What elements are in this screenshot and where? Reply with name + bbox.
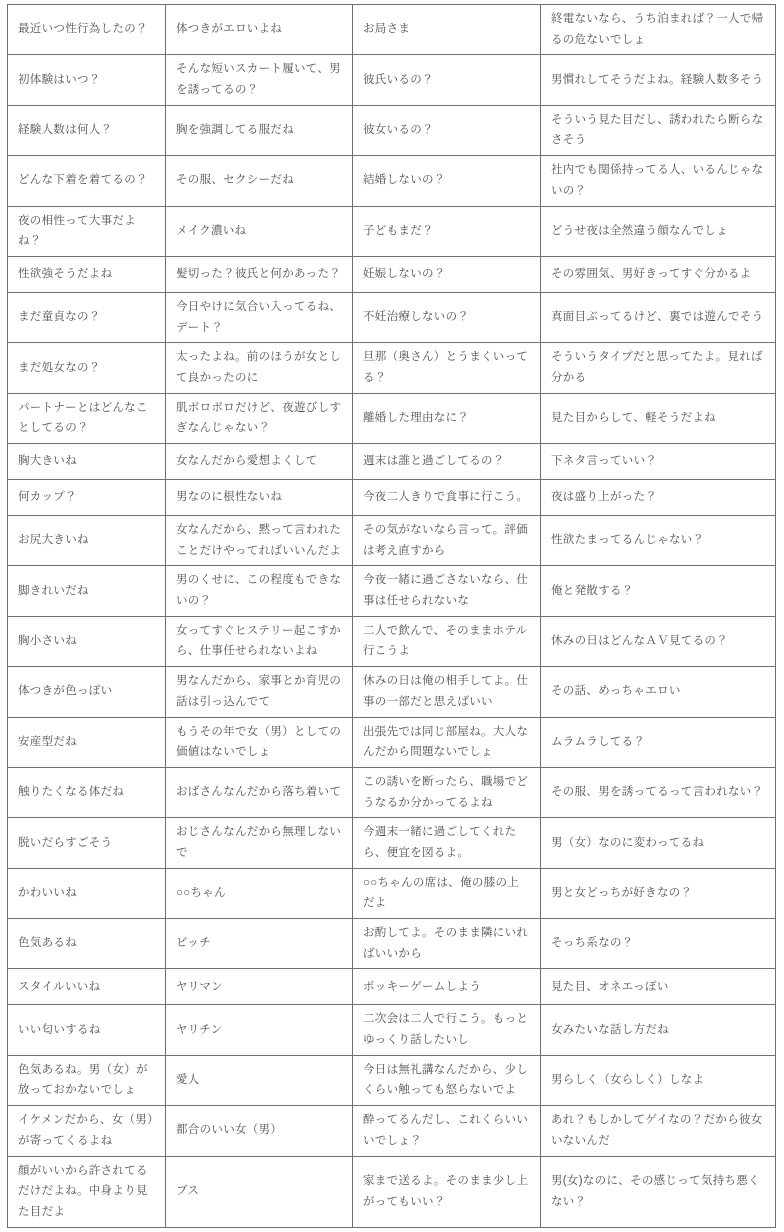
- table-cell: ○○ちゃんの席は、俺の膝の上だよ: [353, 868, 541, 918]
- table-cell: 二次会は二人で行こう。もっとゆっくり話したいし: [353, 1005, 541, 1055]
- table-cell: 男らしく（女らしく）しなよ: [541, 1055, 776, 1105]
- table-row: [8, 767, 776, 817]
- table-cell: 今夜二人きりで食事に行こう。: [353, 480, 541, 516]
- table-cell: 離婚した理由なに？: [353, 393, 541, 443]
- table-cell: 休みの日は俺の相手してよ。仕事の一部だと思えばいい: [353, 667, 541, 717]
- table-cell: いい匂いするね: [8, 1005, 166, 1055]
- table-cell: 彼氏いるの？: [353, 55, 541, 105]
- table-row: [8, 292, 776, 342]
- table-cell: この誘いを断ったら、職場でどうなるか分かってるよね: [353, 767, 541, 817]
- table-row: [8, 444, 776, 480]
- table-cell: 女なんだから、黙って言われたことだけやってればいいんだよ: [166, 516, 353, 566]
- table-cell: 男のくせに、この程度もできないの？: [166, 566, 353, 616]
- table-cell: 旦那（奥さん）とうまくいってる？: [353, 343, 541, 393]
- table-cell: 肌ボロボロだけど、夜遊びしすぎなんじゃない？: [166, 393, 353, 443]
- table-cell: 社内でも関係持ってる人、いるんじゃないの？: [541, 156, 776, 206]
- table-cell: 真面目ぶってるけど、裏では遊んでそう: [541, 292, 776, 342]
- table-cell: 男と女どっちが好きなの？: [541, 868, 776, 918]
- table-cell: おじさんなんだから無理しないで: [166, 818, 353, 868]
- table-row: [8, 868, 776, 918]
- table-cell: 愛人: [166, 1055, 353, 1105]
- table-cell: 今夜一緒に過ごさないなら、仕事は任せられないな: [353, 566, 541, 616]
- table-cell: ヤリチン: [166, 1005, 353, 1055]
- table-row: [8, 256, 776, 292]
- table-row: [8, 55, 776, 105]
- table-cell: 俺と発散する？: [541, 566, 776, 616]
- table-cell: 体つきがエロいよね: [166, 5, 353, 55]
- table-cell: 顔がいいから許されてるだけだよね。中身より見た目だよ: [8, 1156, 166, 1227]
- table-cell: 女みたいな話し方だね: [541, 1005, 776, 1055]
- table-cell: 経験人数は何人？: [8, 105, 166, 155]
- table-cell: そういう見た目だし、誘われたら断らなさそう: [541, 105, 776, 155]
- table-cell: 不妊治療しないの？: [353, 292, 541, 342]
- table-cell: 色気あるね。男（女）が放っておかないでしょ: [8, 1055, 166, 1105]
- table-cell: 脚きれいだね: [8, 566, 166, 616]
- table-cell: 安産型だね: [8, 717, 166, 767]
- table-cell: 見た目からして、軽そうだよね: [541, 393, 776, 443]
- table-cell: 今日は無礼講なんだから、少しくらい触っても怒らないでよ: [353, 1055, 541, 1105]
- table-cell: 太ったよね。前のほうが女として良かったのに: [166, 343, 353, 393]
- table-cell: 触りたくなる体だね: [8, 767, 166, 817]
- table-cell: ブス: [166, 1156, 353, 1227]
- table-cell: 二人で飲んで、そのままホテル行こうよ: [353, 616, 541, 666]
- table-cell: 男なんだから、家事とか育児の話は引っ込んでて: [166, 667, 353, 717]
- table-row: [8, 1156, 776, 1227]
- table-cell: イケメンだから、女（男）が寄ってくるよね: [8, 1106, 166, 1156]
- table-cell: ムラムラしてる？: [541, 717, 776, 767]
- table-cell: その服、セクシーだね: [166, 156, 353, 206]
- table-cell: 性欲たまってるんじゃない？: [541, 516, 776, 566]
- table-row: [8, 105, 776, 155]
- table-cell: 下ネタ言っていい？: [541, 444, 776, 480]
- table-cell: 髪切った？彼氏と何かあった？: [166, 256, 353, 292]
- table-cell: あれ？もしかしてゲイなの？だから彼女いないんだ: [541, 1106, 776, 1156]
- table-cell: 週末は誰と過ごしてるの？: [353, 444, 541, 480]
- table-cell: パートナーとはどんなことしてるの？: [8, 393, 166, 443]
- table-cell: その服、男を誘ってるって言われない？: [541, 767, 776, 817]
- table-cell: もうその年で女（男）としての価値はないでしょ: [166, 717, 353, 767]
- table-row: [8, 480, 776, 516]
- table-row: [8, 5, 776, 55]
- table-row: [8, 717, 776, 767]
- table-cell: 女ってすぐヒステリー起こすから、仕事任せられないよね: [166, 616, 353, 666]
- table-cell: 今週末一緒に過ごしてくれたら、便宜を図るよ。: [353, 818, 541, 868]
- table-cell: 男(女)なのに、その感じって気持ち悪くない？: [541, 1156, 776, 1227]
- table-cell: 彼女いるの？: [353, 105, 541, 155]
- table-cell: 色気あるね: [8, 919, 166, 969]
- table-cell: ヤリマン: [166, 969, 353, 1005]
- table-cell: その気がないなら言って。評価は考え直すから: [353, 516, 541, 566]
- table-cell: かわいいね: [8, 868, 166, 918]
- table-cell: その雰囲気、男好きってすぐ分かるよ: [541, 256, 776, 292]
- table-cell: スタイルいいね: [8, 969, 166, 1005]
- table-row: [8, 566, 776, 616]
- table-cell: 最近いつ性行為したの？: [8, 5, 166, 55]
- table-cell: お尻大きいね: [8, 516, 166, 566]
- table-row: [8, 616, 776, 666]
- table-cell: そんな短いスカート履いて、男を誘ってるの？: [166, 55, 353, 105]
- table-cell: 夜は盛り上がった？: [541, 480, 776, 516]
- table-cell: 初体験はいつ？: [8, 55, 166, 105]
- table-cell: 結婚しないの？: [353, 156, 541, 206]
- table-cell: 都合のいい女（男）: [166, 1106, 353, 1156]
- table-row: [8, 667, 776, 717]
- table-row: [8, 206, 776, 256]
- table-cell: 体つきが色っぽい: [8, 667, 166, 717]
- sexual-harassment-phrase-table: [7, 4, 776, 1228]
- table-cell: 男なのに根性ないね: [166, 480, 353, 516]
- table-row: [8, 969, 776, 1005]
- table-row: [8, 393, 776, 443]
- table-cell: 酔ってるんだし、これくらいいいでしょ？: [353, 1106, 541, 1156]
- table-cell: ビッチ: [166, 919, 353, 969]
- table-cell: そういうタイプだと思ってたよ。見れば分かる: [541, 343, 776, 393]
- table-cell: 胸大きいね: [8, 444, 166, 480]
- table-row: [8, 343, 776, 393]
- table-cell: 何カップ？: [8, 480, 166, 516]
- table-row: [8, 1106, 776, 1156]
- table-row: [8, 1005, 776, 1055]
- table-cell: 女なんだから愛想よくして: [166, 444, 353, 480]
- table-cell: 男（女）なのに変わってるね: [541, 818, 776, 868]
- table-cell: ○○ちゃん: [166, 868, 353, 918]
- table-cell: どうせ夜は全然違う顔なんでしょ: [541, 206, 776, 256]
- table-cell: 見た目、オネエっぽい: [541, 969, 776, 1005]
- table-row: [8, 156, 776, 206]
- table-cell: その話、めっちゃエロい: [541, 667, 776, 717]
- table-cell: そっち系なの？: [541, 919, 776, 969]
- table-row: [8, 516, 776, 566]
- table-body: [8, 5, 776, 1228]
- table-cell: 脱いだらすごそう: [8, 818, 166, 868]
- table-cell: 性欲強そうだよね: [8, 256, 166, 292]
- table-cell: 胸を強調してる服だね: [166, 105, 353, 155]
- table-cell: 男慣れしてそうだよね。経験人数多そう: [541, 55, 776, 105]
- table-cell: 家まで送るよ。そのまま少し上がってもいい？: [353, 1156, 541, 1227]
- table-row: [8, 919, 776, 969]
- table-cell: 妊娠しないの？: [353, 256, 541, 292]
- table-cell: 子どもまだ？: [353, 206, 541, 256]
- table-cell: どんな下着を着てるの？: [8, 156, 166, 206]
- table-cell: メイク濃いね: [166, 206, 353, 256]
- table-cell: 終電ないなら、うち泊まれば？一人で帰るの危ないでしょ: [541, 5, 776, 55]
- table-cell: ポッキーゲームしよう: [353, 969, 541, 1005]
- table-cell: 休みの日はどんなＡＶ見てるの？: [541, 616, 776, 666]
- table-cell: お酌してよ。そのまま隣にいればいいから: [353, 919, 541, 969]
- table-cell: 夜の相性って大事だよね？: [8, 206, 166, 256]
- table-cell: おばさんなんだから落ち着いて: [166, 767, 353, 817]
- table-cell: まだ処女なの？: [8, 343, 166, 393]
- table-cell: 胸小さいね: [8, 616, 166, 666]
- table-cell: 出張先では同じ部屋ね。大人なんだから問題ないでしょ: [353, 717, 541, 767]
- table-row: [8, 1055, 776, 1105]
- table-cell: 今日やけに気合い入ってるね、デート？: [166, 292, 353, 342]
- table-cell: お局さま: [353, 5, 541, 55]
- table-row: [8, 818, 776, 868]
- table-cell: まだ童貞なの？: [8, 292, 166, 342]
